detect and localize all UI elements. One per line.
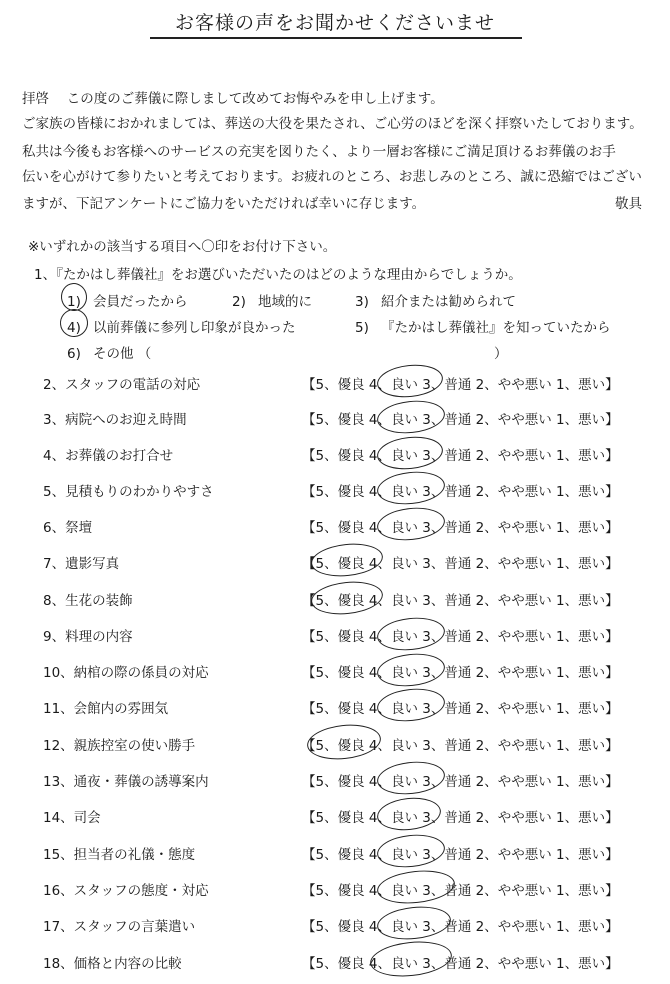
closing-word: 敬具: [615, 196, 642, 212]
question-5: [0, 480, 670, 504]
rating-scale[interactable]: 【5、優良 4、良い 3、普通 2、やや悪い 1、悪い】: [302, 377, 619, 393]
rating-scale[interactable]: 【5、優良 4、良い 3、普通 2、やや悪い 1、悪い】: [302, 919, 619, 935]
rating-scale[interactable]: 【5、優良 4、良い 3、普通 2、やや悪い 1、悪い】: [302, 484, 619, 500]
question-10: [0, 661, 670, 685]
intro-line-1: 拝啓 この度のご葬儀に際しまして改めてお悔やみを申し上げます。: [22, 91, 444, 107]
question-label: 17、スタッフの言葉遣い: [43, 919, 196, 935]
intro-line-4: 伝いを心がけて参りたいと考えております。お疲れのところ、お悲しみのところ、誠に恐縮ではござい: [22, 169, 642, 185]
question-17: [0, 915, 670, 939]
q1-option-2[interactable]: [232, 290, 312, 310]
question-6: [0, 516, 670, 540]
rating-scale[interactable]: 【5、優良 4、良い 3、普通 2、やや悪い 1、悪い】: [302, 956, 619, 972]
rating-scale[interactable]: 【5、優良 4、良い 3、普通 2、やや悪い 1、悪い】: [302, 593, 619, 609]
intro-line-5: ますが、下記アンケートにご協力をいただければ幸いに存じます。: [22, 196, 426, 212]
option-label: 以前葬儀に参列し印象が良かった: [93, 320, 296, 336]
question-9: [0, 625, 670, 649]
question-label: 15、担当者の礼儀・態度: [43, 847, 196, 863]
other-close-paren: ）: [494, 346, 508, 362]
question-1: 1、『たかはし葬儀社』をお選びいただいたのはどのような理由からでしょうか。: [34, 267, 522, 283]
question-label: 11、会館内の雰囲気: [43, 701, 169, 717]
question-label: 18、価格と内容の比較: [43, 956, 182, 972]
rating-scale[interactable]: 【5、優良 4、良い 3、普通 2、やや悪い 1、悪い】: [302, 847, 619, 863]
q1-option-4[interactable]: [67, 316, 296, 336]
instruction-text: ※いずれかの該当する項目へ〇印をお付け下さい。: [28, 239, 337, 255]
question-8: [0, 589, 670, 613]
question-label: 3、病院へのお迎え時間: [43, 412, 187, 428]
option-number: 2): [232, 294, 246, 310]
question-16: [0, 879, 670, 903]
q1-option-1[interactable]: [67, 290, 188, 310]
question-18: [0, 952, 670, 976]
question-label: 8、生花の装飾: [43, 593, 133, 609]
option-number: 3): [355, 294, 369, 310]
question-label: 7、遺影写真: [43, 556, 120, 572]
question-13: [0, 770, 670, 794]
rating-scale[interactable]: 【5、優良 4、良い 3、普通 2、やや悪い 1、悪い】: [302, 629, 619, 645]
question-label: 4、お葬儀のお打合せ: [43, 448, 174, 464]
rating-scale[interactable]: 【5、優良 4、良い 3、普通 2、やや悪い 1、悪い】: [302, 412, 619, 428]
rating-scale[interactable]: 【5、優良 4、良い 3、普通 2、やや悪い 1、悪い】: [302, 810, 619, 826]
question-14: [0, 806, 670, 830]
page-title: お客様の声をお聞かせくださいませ: [174, 12, 495, 34]
intro-line-2: ご家族の皆様におかれましては、葬送の大役を果たされ、ご心労のほどを深く拝察いたしております。: [22, 116, 643, 132]
question-4: [0, 444, 670, 468]
option-label: 紹介または勧められて: [381, 294, 516, 310]
question-15: [0, 843, 670, 867]
rating-scale[interactable]: 【5、優良 4、良い 3、普通 2、やや悪い 1、悪い】: [302, 556, 619, 572]
rating-scale[interactable]: 【5、優良 4、良い 3、普通 2、やや悪い 1、悪い】: [302, 883, 619, 899]
question-label: 16、スタッフの態度・対応: [43, 883, 209, 899]
option-label: 会員だったから: [93, 294, 188, 310]
rating-scale[interactable]: 【5、優良 4、良い 3、普通 2、やや悪い 1、悪い】: [302, 774, 619, 790]
question-label: 10、納棺の際の係員の対応: [43, 665, 209, 681]
intro-line-3: 私共は今後もお客様へのサービスの充実を図りたく、より一層お客様にご満足頂けるお葬儀のお手: [22, 144, 616, 160]
option-number: 1): [67, 294, 81, 310]
question-label: 6、祭壇: [43, 520, 93, 536]
rating-scale[interactable]: 【5、優良 4、良い 3、普通 2、やや悪い 1、悪い】: [302, 738, 619, 754]
title-underline: [150, 37, 522, 39]
option-number: 5): [355, 320, 369, 336]
rating-scale[interactable]: 【5、優良 4、良い 3、普通 2、やや悪い 1、悪い】: [302, 701, 619, 717]
rating-scale[interactable]: 【5、優良 4、良い 3、普通 2、やや悪い 1、悪い】: [302, 665, 619, 681]
rating-scale[interactable]: 【5、優良 4、良い 3、普通 2、やや悪い 1、悪い】: [302, 520, 619, 536]
option-label: 『たかはし葬儀社』を知っていたから: [381, 320, 611, 336]
q1-option-6[interactable]: [67, 342, 151, 362]
question-2: [0, 373, 670, 397]
option-label: 地域的に: [258, 294, 312, 310]
q1-option-3[interactable]: [355, 290, 516, 310]
question-7: [0, 552, 670, 576]
question-label: 5、見積もりのわかりやすさ: [43, 484, 214, 500]
question-label: 9、料理の内容: [43, 629, 133, 645]
option-number: 4): [67, 320, 81, 336]
question-11: [0, 697, 670, 721]
q1-option-5[interactable]: [355, 316, 611, 336]
question-label: 13、通夜・葬儀の誘導案内: [43, 774, 209, 790]
option-label: その他 （: [93, 346, 152, 362]
question-3: [0, 408, 670, 432]
question-12: [0, 734, 670, 758]
question-label: 2、スタッフの電話の対応: [43, 377, 201, 393]
question-label: 14、司会: [43, 810, 101, 826]
question-label: 12、親族控室の使い勝手: [43, 738, 196, 754]
option-number: 6): [67, 346, 81, 362]
rating-scale[interactable]: 【5、優良 4、良い 3、普通 2、やや悪い 1、悪い】: [302, 448, 619, 464]
